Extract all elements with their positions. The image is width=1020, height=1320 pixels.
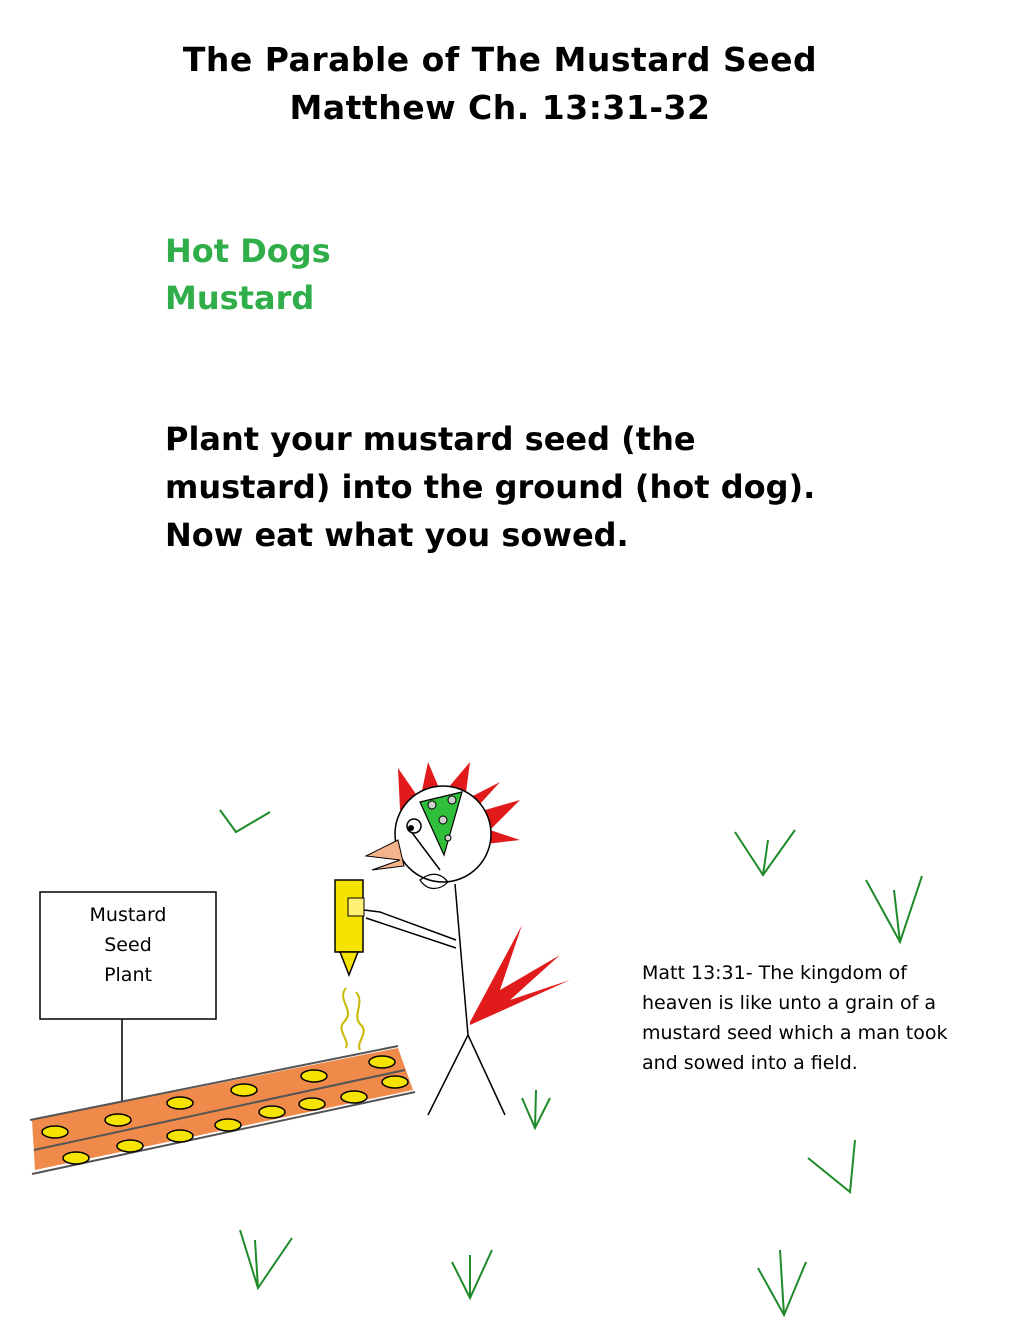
grass-tuft [220, 810, 270, 832]
title-line-2: Matthew Ch. 13:31-32 [289, 88, 711, 127]
mustard-dot [117, 1140, 143, 1152]
instructions-text: Plant your mustard seed (the mustard) into the ground (hot dog). Now eat what you sowed. [165, 420, 816, 554]
mustard-dot [231, 1084, 257, 1096]
grass-tuft [866, 876, 922, 942]
mustard-dot [42, 1126, 68, 1138]
rooster-tail [470, 925, 570, 1025]
mustard-dot [369, 1056, 395, 1068]
mustard-dot [167, 1130, 193, 1142]
bottle-nozzle [340, 952, 358, 975]
rooster-arm [364, 910, 456, 940]
mustard-dot [382, 1076, 408, 1088]
rooster-beak [366, 840, 404, 870]
mustard-dot [63, 1152, 89, 1164]
sign-line: Plant [104, 964, 152, 986]
mustard-dot [105, 1114, 131, 1126]
mustard-dot [341, 1091, 367, 1103]
grass-tuft [452, 1250, 492, 1298]
hotdog [30, 1046, 415, 1174]
mustard-stream [341, 988, 363, 1050]
grass-tuft [240, 1230, 292, 1288]
mustard-dot [299, 1098, 325, 1110]
grass-tuft [808, 1140, 855, 1192]
rooster-body [455, 884, 468, 1035]
mustard-dot [259, 1106, 285, 1118]
grass-tuft [735, 830, 795, 875]
mustard-dot [167, 1097, 193, 1109]
ingredient-item: Hot Dogs [165, 232, 331, 270]
sign-line: Seed [104, 934, 152, 956]
title-line-1: The Parable of The Mustard Seed [182, 40, 818, 79]
grass-tuft [780, 1250, 784, 1315]
scripture-quote: Matt 13:31- The kingdom of heaven is like unto a grain of a mustard seed which a man took and sowed into a field. [642, 962, 948, 1074]
rooster-leg [468, 1035, 505, 1115]
ingredient-item: Mustard [165, 279, 315, 317]
mustard-bottle [335, 880, 364, 975]
mustard-dot [215, 1119, 241, 1131]
mustard-dot [301, 1070, 327, 1082]
sign-label [40, 900, 216, 990]
sign-line: Mustard [89, 904, 167, 926]
grass-tuft [535, 1090, 536, 1128]
bottle-hand [348, 898, 364, 916]
rooster-leg [428, 1035, 468, 1115]
